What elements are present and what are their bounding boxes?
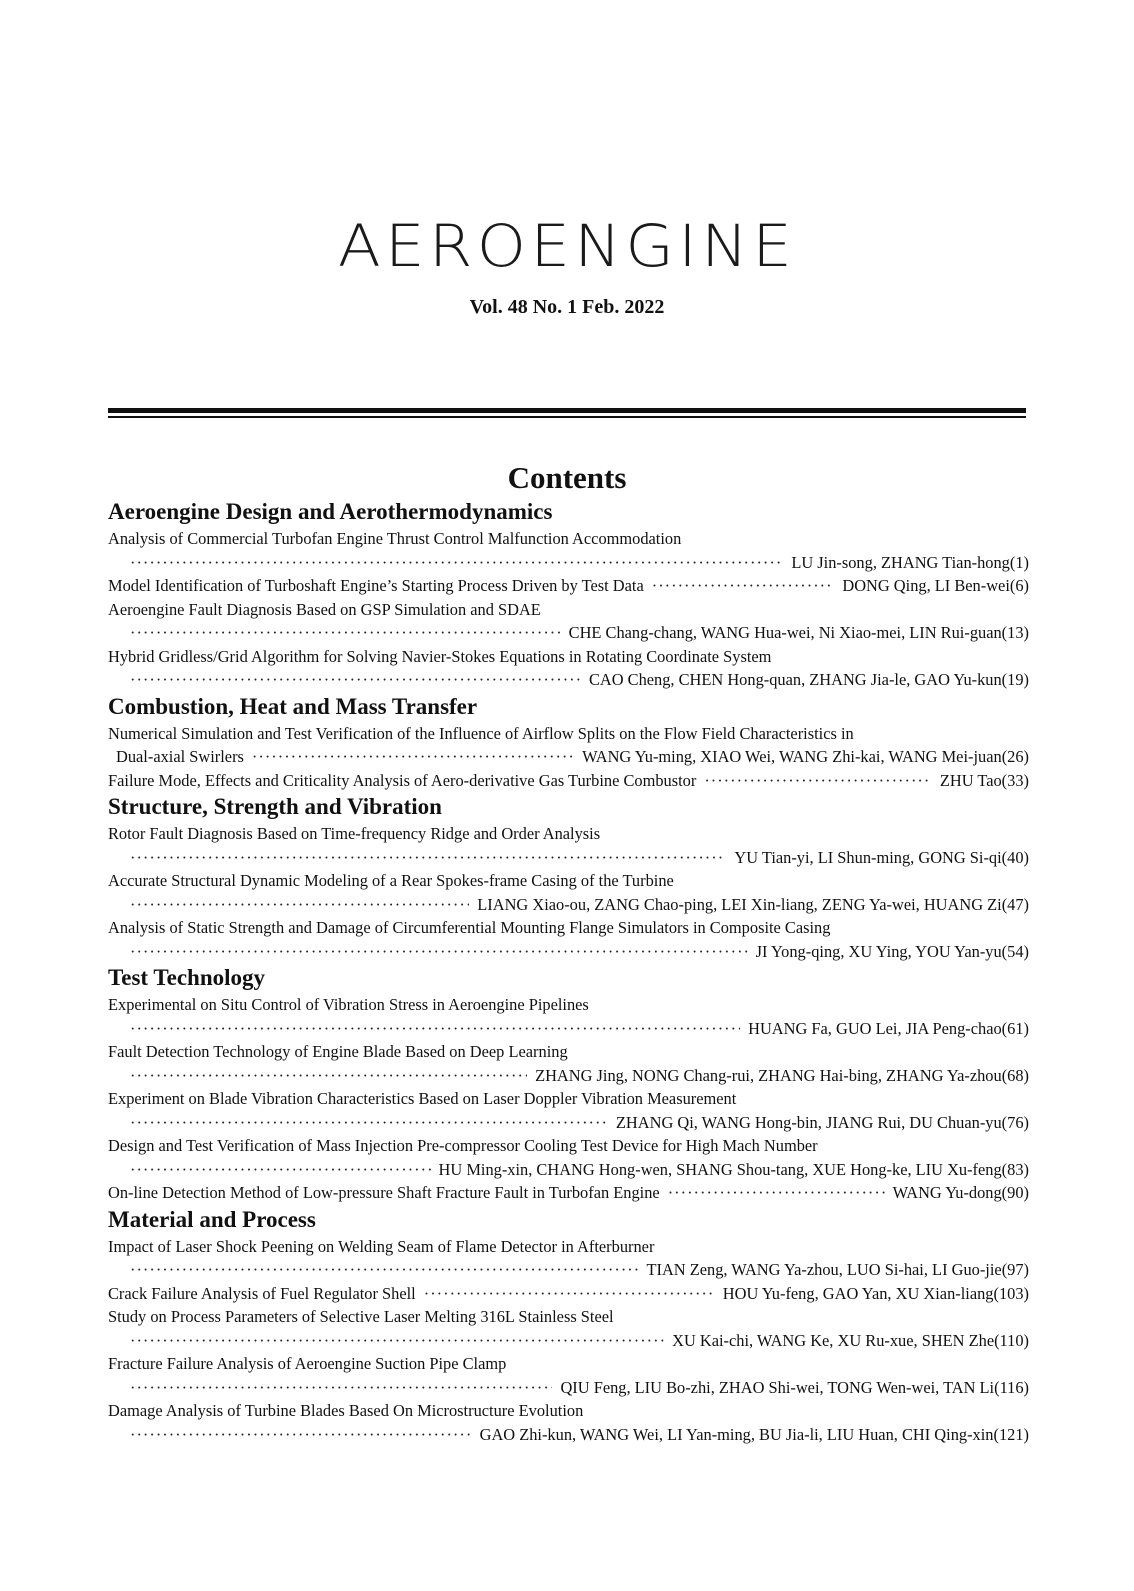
article-title[interactable]: Analysis of Commercial Turbofan Engine Thrust Control Malfunction Accommodation [108, 529, 682, 548]
section-title: Material and Process [108, 1206, 316, 1232]
article-line[interactable] [108, 769, 1029, 793]
contents-heading: Contents [507, 460, 627, 495]
article-title[interactable]: Aeroengine Fault Diagnosis Based on GSP Simulation and SDAE [108, 599, 541, 619]
article-title-line[interactable] [108, 1134, 1029, 1158]
journal-name: AEROENGINE [337, 212, 797, 280]
article-author-line [108, 1329, 1029, 1353]
article-title-line[interactable] [108, 645, 1029, 669]
section-title: Structure, Strength and Vibration [108, 794, 442, 819]
article-title[interactable]: Experiment on Blade Vibration Characteristics Based on Laser Doppler Vibration Measurement [108, 1089, 737, 1108]
article-title[interactable]: On-line Detection Method of Low-pressure Shaft Fracture Fault in Turbofan Engine [108, 1183, 660, 1202]
article-title[interactable]: Design and Test Verification of Mass Injection Pre-compressor Cooling Test Device for High Mach Number [108, 1136, 818, 1155]
article-title-continuation[interactable]: Dual-axial Swirlers [116, 747, 244, 766]
article-title-line[interactable] [108, 1352, 1029, 1376]
article-title-line[interactable] [108, 1040, 1029, 1064]
article-author-line [108, 1258, 1029, 1282]
article-authors: LU Jin-song, ZHANG Tian-hong(1) [791, 552, 1029, 572]
article-authors: DONG Qing, LI Ben-wei(6) [842, 576, 1029, 595]
dot-leader [130, 1111, 608, 1135]
article-title-line[interactable] [108, 722, 1029, 746]
dot-leader [130, 940, 748, 964]
article-title[interactable]: Impact of Laser Shock Peening on Welding Seam of Flame Detector in Afterburner [108, 1236, 655, 1256]
article-authors: WANG Yu-dong(90) [892, 1183, 1029, 1202]
dot-leader [704, 769, 932, 793]
article-title[interactable]: Analysis of Static Strength and Damage of Circumferential Mounting Flange Simulators in Composite Casing [108, 918, 831, 937]
article-author-line [108, 940, 1029, 964]
dot-leader [130, 1258, 638, 1282]
article-title[interactable]: Experimental on Situ Control of Vibration Stress in Aeroengine Pipelines [108, 995, 589, 1014]
article-title[interactable]: Study on Process Parameters of Selective Laser Melting 316L Stainless Steel [108, 1307, 614, 1326]
table-of-contents [108, 497, 1029, 1446]
article-author-line [108, 1064, 1029, 1088]
article-line[interactable] [108, 745, 1029, 769]
dot-leader [130, 1158, 431, 1182]
article-title[interactable]: Rotor Fault Diagnosis Based on Time-frequency Ridge and Order Analysis [108, 824, 601, 843]
article-title-line[interactable] [108, 1235, 1029, 1259]
article-title-line[interactable] [108, 822, 1029, 846]
article-authors: GAO Zhi-kun, WANG Wei, LI Yan-ming, BU Jia-li, LIU Huan, CHI Qing-xin(121) [479, 1424, 1029, 1444]
dot-leader [652, 574, 835, 598]
dot-leader [130, 1064, 527, 1088]
article-author-line [108, 1111, 1029, 1135]
dot-leader [130, 668, 581, 692]
article-title-line[interactable] [108, 869, 1029, 893]
article-authors: QIU Feng, LIU Bo-zhi, ZHAO Shi-wei, TONG Wen-wei, TAN Li(116) [560, 1377, 1029, 1397]
article-author-line [108, 668, 1029, 692]
article-authors: TIAN Zeng, WANG Ya-zhou, LUO Si-hai, LI Guo-jie(97) [646, 1260, 1029, 1279]
article-authors: YU Tian-yi, LI Shun-ming, GONG Si-qi(40) [734, 847, 1029, 867]
article-title-line[interactable] [108, 527, 1029, 551]
article-authors: JI Yong-qing, XU Ying, YOU Yan-yu(54) [755, 941, 1029, 961]
article-authors: WANG Yu-ming, XIAO Wei, WANG Zhi-kai, WANG Mei-juan(26) [582, 747, 1029, 766]
article-title[interactable]: Hybrid Gridless/Grid Algorithm for Solving Navier-Stokes Equations in Rotating Coordinate System [108, 646, 772, 666]
dot-leader [130, 893, 469, 917]
article-author-line [108, 551, 1029, 575]
article-title[interactable]: Fracture Failure Analysis of Aeroengine Suction Pipe Clamp [108, 1354, 507, 1373]
dot-leader [130, 1017, 740, 1041]
article-title[interactable]: Accurate Structural Dynamic Modeling of a Rear Spokes-frame Casing of the Turbine [108, 871, 674, 890]
section-title: Aeroengine Design and Aerothermodynamics [108, 499, 553, 524]
article-title[interactable]: Damage Analysis of Turbine Blades Based On Microstructure Evolution [108, 1401, 584, 1420]
article-title-line[interactable] [108, 916, 1029, 940]
article-authors: ZHU Tao(33) [939, 770, 1029, 790]
article-authors: HOU Yu-feng, GAO Yan, XU Xian-liang(103) [722, 1283, 1029, 1303]
article-author-line [108, 621, 1029, 645]
article-authors: LIANG Xiao-ou, ZANG Chao-ping, LEI Xin-liang, ZENG Ya-wei, HUANG Zi(47) [477, 894, 1029, 914]
article-authors: CAO Cheng, CHEN Hong-quan, ZHANG Jia-le, GAO Yu-kun(19) [588, 670, 1029, 689]
dot-leader [130, 1329, 664, 1353]
dot-leader [424, 1282, 715, 1306]
article-title[interactable]: Crack Failure Analysis of Fuel Regulator Shell [108, 1283, 416, 1303]
article-authors: ZHANG Jing, NONG Chang-rui, ZHANG Hai-bing, ZHANG Ya-zhou(68) [535, 1065, 1029, 1085]
dot-leader [130, 1376, 552, 1400]
article-title[interactable]: Fault Detection Technology of Engine Blade Based on Deep Learning [108, 1042, 568, 1061]
article-title[interactable]: Failure Mode, Effects and Criticality Analysis of Aero-derivative Gas Turbine Combustor [108, 770, 697, 790]
article-title-line[interactable] [108, 1399, 1029, 1423]
article-author-line [108, 1423, 1029, 1447]
article-title[interactable]: Numerical Simulation and Test Verification of the Influence of Airflow Splits on the Flow Field Characteristics in [108, 723, 854, 743]
dot-leader [130, 1423, 472, 1447]
article-authors: ZHANG Qi, WANG Hong-bin, JIANG Rui, DU Chuan-yu(76) [615, 1112, 1029, 1132]
article-author-line [108, 1017, 1029, 1041]
header-rule-thick [108, 408, 1026, 413]
dot-leader [130, 621, 561, 645]
article-author-line [108, 893, 1029, 917]
dot-leader [130, 846, 726, 870]
article-authors: XU Kai-chi, WANG Ke, XU Ru-xue, SHEN Zhe(110) [672, 1330, 1029, 1350]
article-title-line[interactable] [108, 993, 1029, 1017]
article-author-line [108, 1376, 1029, 1400]
article-authors: HU Ming-xin, CHANG Hong-wen, SHANG Shou-tang, XUE Hong-ke, LIU Xu-feng(83) [438, 1159, 1029, 1179]
article-line[interactable] [108, 1282, 1029, 1306]
dot-leader [252, 745, 574, 769]
issue-info: Vol. 48 No. 1 Feb. 2022 [469, 296, 665, 318]
article-title-line[interactable] [108, 1087, 1029, 1111]
article-author-line [108, 846, 1029, 870]
article-title[interactable]: Model Identification of Turboshaft Engine’s Starting Process Driven by Test Data [108, 576, 644, 595]
header-rule-thin [108, 416, 1026, 418]
article-line[interactable] [108, 574, 1029, 598]
article-title-line[interactable] [108, 1305, 1029, 1329]
dot-leader [668, 1181, 885, 1205]
section-title: Combustion, Heat and Mass Transfer [108, 693, 478, 719]
article-title-line[interactable] [108, 598, 1029, 622]
section-title: Test Technology [108, 965, 266, 990]
dot-leader [130, 551, 783, 575]
article-line[interactable] [108, 1181, 1029, 1205]
article-author-line [108, 1158, 1029, 1182]
article-authors: HUANG Fa, GUO Lei, JIA Peng-chao(61) [748, 1018, 1029, 1038]
article-authors: CHE Chang-chang, WANG Hua-wei, Ni Xiao-mei, LIN Rui-guan(13) [568, 623, 1029, 642]
